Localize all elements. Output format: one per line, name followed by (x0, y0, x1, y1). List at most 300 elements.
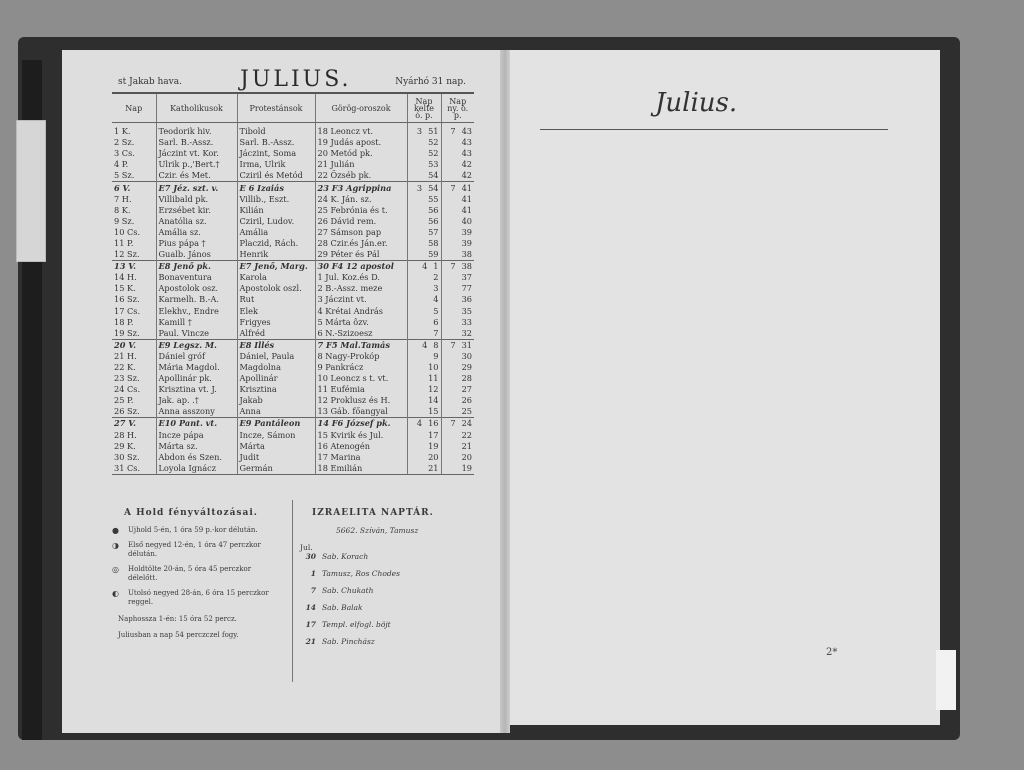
day-cell: 16 Sz. (112, 294, 156, 305)
sunrise-cell (407, 339, 441, 351)
sunrise-minute: 5 (433, 305, 439, 316)
col-header: Katholikusok (156, 93, 237, 123)
sunrise-minute: 59 (428, 249, 439, 260)
calendar-row (112, 294, 474, 305)
sunset-cell (441, 430, 474, 441)
day-cell: 25 P. (112, 395, 156, 406)
calendar-row (112, 238, 474, 249)
sunset-minute: 39 (461, 226, 472, 237)
page-edge (936, 650, 956, 710)
sunrise-cell (407, 395, 441, 406)
sunrise-minute: 52 (428, 148, 439, 159)
sunrise-cell (407, 373, 441, 384)
israel-entry (300, 569, 470, 578)
calendar-row (112, 170, 474, 182)
sunset-cell (441, 249, 474, 261)
orthodox-cell: 3 Jáczint vt. (315, 294, 407, 305)
sunrise-minute: 52 (428, 137, 439, 148)
sunrise-minute: 11 (428, 373, 439, 384)
moon-phase-text: Ujhold 5-én, 1 óra 59 p.-kor délután. (128, 526, 258, 534)
protestant-cell: Márta (237, 441, 315, 452)
sunset-minute: 42 (461, 159, 472, 170)
israel-title: IZRAELITA NAPTÁR. (312, 508, 434, 518)
day-cell: 30 Sz. (112, 452, 156, 463)
catholic-cell: Krisztina vt. J. (156, 384, 237, 395)
moon-phase-item (112, 565, 290, 583)
israel-entry (300, 603, 470, 612)
israel-entry (300, 620, 470, 629)
israel-text: Sab. Balak (322, 603, 363, 612)
catholic-cell: E7 Jéz. szt. v. (156, 182, 237, 194)
calendar-row (112, 272, 474, 283)
sunset-hour: 7 (450, 126, 456, 137)
sunrise-cell (407, 328, 441, 340)
calendar-row (112, 362, 474, 373)
israel-text: Sab. Korach (322, 552, 369, 561)
day-cell: 5 Sz. (112, 170, 156, 182)
sunset-minute: 39 (461, 237, 472, 248)
protestant-cell: Jakab (237, 395, 315, 406)
protestant-cell: Cziril és Metód (237, 170, 315, 182)
orthodox-cell: 17 Marina (315, 452, 407, 463)
moon-phase-item (112, 541, 290, 559)
sunrise-minute: 56 (428, 204, 439, 215)
orthodox-cell: 21 Julián (315, 159, 407, 170)
sunrise-cell (407, 406, 441, 418)
catholic-cell: Márta sz. (156, 441, 237, 452)
israel-text: Templ. elfogl. böjt (322, 620, 391, 629)
orthodox-cell: 6 N.-Szizoesz (315, 328, 407, 340)
sunset-minute: 38 (461, 261, 472, 272)
sunrise-cell (407, 216, 441, 227)
sunrise-hour: 4 (416, 418, 423, 429)
protestant-cell: Cziril, Ludov. (237, 216, 315, 227)
day-cell: 6 V. (112, 182, 156, 194)
sunset-cell (441, 194, 474, 205)
israel-day: 21 (305, 637, 316, 646)
calendar-row (112, 351, 474, 362)
page-title: JULIUS. (240, 67, 352, 92)
sunrise-cell (407, 272, 441, 283)
col-header: Görög-oroszok (315, 93, 407, 123)
sunset-minute: 33 (461, 316, 472, 327)
calendar-row (112, 373, 474, 384)
sunrise-minute: 57 (428, 226, 439, 237)
sunrise-cell (407, 182, 441, 194)
catholic-cell: Apostolok osz. (156, 283, 237, 294)
calendar-row (112, 395, 474, 406)
sunset-minute: 41 (461, 193, 472, 204)
sunrise-cell (407, 351, 441, 362)
sunrise-minute: 58 (428, 237, 439, 248)
sunset-cell (441, 339, 474, 351)
orthodox-cell: 28 Czir.és Ján.er. (315, 238, 407, 249)
protestant-cell: Krisztina (237, 384, 315, 395)
sunset-cell (441, 170, 474, 182)
sunrise-cell (407, 238, 441, 249)
sunset-cell (441, 395, 474, 406)
sunrise-minute: 8 (433, 339, 439, 350)
protestant-cell: Irma, Ulrik (237, 159, 315, 170)
right-page (506, 50, 940, 725)
sunset-minute: 38 (461, 249, 472, 260)
sunset-minute: 27 (461, 384, 472, 395)
sunrise-cell (407, 194, 441, 205)
day-cell: 7 H. (112, 194, 156, 205)
protestant-cell: Placzid, Rách. (237, 238, 315, 249)
protestant-cell: Apollinár (237, 373, 315, 384)
catholic-cell: Jak. ap. .† (156, 395, 237, 406)
sunrise-minute: 12 (428, 384, 439, 395)
sunrise-hour: 3 (416, 182, 423, 193)
orthodox-cell: 16 Atenogén (315, 441, 407, 452)
orthodox-cell: 8 Nagy-Prokóp (315, 351, 407, 362)
orthodox-cell: 9 Pankrácz (315, 362, 407, 373)
sunrise-cell (407, 362, 441, 373)
sunset-minute: 26 (461, 395, 472, 406)
page-gutter (500, 50, 510, 733)
col-header: Protestánsok (237, 93, 315, 123)
day-cell: 29 K. (112, 441, 156, 452)
orthodox-cell: 29 Péter és Pál (315, 249, 407, 261)
sunrise-minute: 1 (433, 261, 439, 272)
sunset-cell (441, 441, 474, 452)
sunset-cell (441, 406, 474, 418)
sunrise-minute: 20 (428, 451, 439, 462)
day-cell: 8 K. (112, 205, 156, 216)
israel-text: Sab. Pinchász (322, 637, 375, 646)
sunrise-cell (407, 170, 441, 182)
protestant-cell: Elek (237, 306, 315, 317)
sunrise-hour: 4 (422, 339, 428, 350)
orthodox-cell: 18 Leoncz vt. (315, 123, 407, 138)
sunset-minute: 19 (461, 462, 472, 473)
sunset-minute: 35 (461, 305, 472, 316)
sunset-cell (441, 294, 474, 305)
israel-day: 1 (310, 569, 316, 578)
sunset-minute: 28 (461, 373, 472, 384)
sunrise-minute: 14 (428, 395, 439, 406)
sunrise-cell (407, 317, 441, 328)
day-cell: 23 Sz. (112, 373, 156, 384)
day-cell: 14 H. (112, 272, 156, 283)
sunset-minute: 41 (461, 182, 472, 193)
day-cell: 1 K. (112, 123, 156, 138)
day-cell: 13 V. (112, 261, 156, 273)
sunset-minute: 37 (461, 272, 472, 283)
sunrise-hour: 3 (416, 126, 423, 137)
catholic-cell: Elekhv., Endre (156, 306, 237, 317)
calendar-header-row (112, 93, 474, 123)
sunrise-minute: 53 (428, 159, 439, 170)
calendar-row (112, 441, 474, 452)
catholic-cell: Czir. és Met. (156, 170, 237, 182)
sunset-cell (441, 351, 474, 362)
calendar-row (112, 261, 474, 273)
catholic-cell: Bonaventura (156, 272, 237, 283)
catholic-cell: Paul. Vincze (156, 328, 237, 340)
last-quarter-icon: ◐ (112, 589, 119, 598)
calendar-row (112, 216, 474, 227)
orthodox-cell: 19 Judás apost. (315, 137, 407, 148)
sunset-cell (441, 373, 474, 384)
day-cell: 28 H. (112, 430, 156, 441)
orthodox-cell: 4 Krétai András (315, 306, 407, 317)
day-shrink-note: Juliusban a nap 54 perczczel fogy. (118, 631, 239, 639)
israelite-calendar-section (300, 508, 470, 654)
day-cell: 12 Sz. (112, 249, 156, 261)
sunset-cell (441, 216, 474, 227)
sunset-minute: 43 (461, 137, 472, 148)
new-moon-icon: ● (112, 526, 119, 535)
sunrise-cell (407, 205, 441, 216)
day-cell: 18 P. (112, 317, 156, 328)
sunset-minute: 30 (461, 350, 472, 361)
day-cell: 22 K. (112, 362, 156, 373)
calendar-row (112, 205, 474, 216)
sunset-cell (441, 306, 474, 317)
sunrise-minute: 7 (433, 327, 439, 338)
orthodox-cell: 15 Kvirik és Jul. (315, 430, 407, 441)
sunset-cell (441, 182, 474, 194)
sunset-minute: 21 (461, 440, 472, 451)
heading-rule (540, 129, 888, 130)
calendar-row (112, 123, 474, 138)
day-cell: 17 Cs. (112, 306, 156, 317)
catholic-cell: Teodorik hiv. (156, 123, 237, 138)
protestant-cell: Dániel, Paula (237, 351, 315, 362)
catholic-cell: Loyola Ignácz (156, 463, 237, 475)
sunset-minute: 20 (461, 451, 472, 462)
calendar-row (112, 418, 474, 430)
calendar-body (112, 123, 474, 475)
calendar-row (112, 384, 474, 395)
orthodox-cell: 26 Dávid rem. (315, 216, 407, 227)
calendar-table (112, 92, 474, 475)
day-cell: 4 P. (112, 159, 156, 170)
calendar-row (112, 159, 474, 170)
orthodox-cell: 1 Jul. Koz.és D. (315, 272, 407, 283)
sunset-minute: 42 (461, 170, 472, 181)
sunrise-cell (407, 123, 441, 138)
catholic-cell: Apollinár pk. (156, 373, 237, 384)
orthodox-cell: 20 Metód pk. (315, 148, 407, 159)
sunrise-cell (407, 227, 441, 238)
israel-day: 17 (305, 620, 316, 629)
sunset-cell (441, 452, 474, 463)
sunset-cell (441, 463, 474, 475)
sunset-cell (441, 272, 474, 283)
protestant-cell: Amália (237, 227, 315, 238)
sunset-cell (441, 328, 474, 340)
calendar-header (112, 67, 472, 92)
sunrise-minute: 21 (428, 462, 439, 473)
day-length-note: Naphossza 1-én: 15 óra 52 percz. (118, 615, 237, 623)
sunset-cell (441, 123, 474, 138)
sunrise-cell (407, 249, 441, 261)
sunrise-cell (407, 137, 441, 148)
sunrise-cell (407, 430, 441, 441)
orthodox-cell: 7 F5 Mal.Tamás (315, 339, 407, 351)
day-cell: 31 Cs. (112, 463, 156, 475)
sunrise-hour: 4 (422, 261, 428, 272)
sunset-cell (441, 137, 474, 148)
sunrise-cell (407, 306, 441, 317)
index-tab[interactable] (16, 120, 46, 262)
protestant-cell: Villib., Eszt. (237, 194, 315, 205)
sunrise-minute: 15 (428, 406, 439, 417)
catholic-cell: Ulrik p.,'Bert.† (156, 159, 237, 170)
sunset-minute: 25 (461, 406, 472, 417)
protestant-cell: Apostolok oszl. (237, 283, 315, 294)
day-cell: 3 Cs. (112, 148, 156, 159)
orthodox-cell: 14 F6 József pk. (315, 418, 407, 430)
sunrise-minute: 9 (433, 350, 439, 361)
calendar-row (112, 463, 474, 475)
orthodox-cell: 22 Özséb pk. (315, 170, 407, 182)
sunset-minute: 77 (461, 283, 472, 294)
israel-text: Sab. Chukath (322, 586, 374, 595)
catholic-cell: E10 Pant. vt. (156, 418, 237, 430)
col-header: Nap (112, 93, 156, 123)
orthodox-cell: 30 F4 12 apostol (315, 261, 407, 273)
sunset-minute: 36 (461, 294, 472, 305)
orthodox-cell: 23 F3 Agrippina (315, 182, 407, 194)
sunset-cell (441, 418, 474, 430)
day-cell: 19 Sz. (112, 328, 156, 340)
orthodox-cell: 12 Proklusz és H. (315, 395, 407, 406)
day-cell: 11 P. (112, 238, 156, 249)
protestant-cell: Sarl. B.-Assz. (237, 137, 315, 148)
full-moon-icon: ◎ (112, 565, 119, 574)
israel-day: 30 (305, 552, 316, 561)
protestant-cell: Incze, Sámon (237, 430, 315, 441)
protestant-cell: Rut (237, 294, 315, 305)
sunrise-cell (407, 452, 441, 463)
calendar-row (112, 227, 474, 238)
orthodox-cell: 25 Febrónia és t. (315, 205, 407, 216)
sunset-hour: 7 (450, 261, 456, 272)
orthodox-cell: 11 Eufémia (315, 384, 407, 395)
sunset-hour: 7 (450, 339, 456, 350)
protestant-cell: Judit (237, 452, 315, 463)
sunset-minute: 29 (461, 362, 472, 373)
sunset-hour: 7 (450, 182, 456, 193)
sunset-cell (441, 317, 474, 328)
sunset-cell (441, 148, 474, 159)
israel-text: Tamusz, Ros Chodes (322, 569, 400, 578)
sunset-hour: 7 (450, 418, 456, 429)
catholic-cell: Sarl. B.-Assz. (156, 137, 237, 148)
moon-title: A Hold fényváltozásai. (124, 508, 258, 518)
calendar-row (112, 249, 474, 261)
sunrise-minute: 51 (428, 126, 439, 137)
protestant-cell: Frigyes (237, 317, 315, 328)
page-number: 2* (826, 647, 838, 658)
sunrise-cell (407, 261, 441, 273)
sunset-cell (441, 384, 474, 395)
sunset-minute: 40 (461, 215, 472, 226)
sunrise-minute: 3 (433, 283, 439, 294)
calendar-row (112, 452, 474, 463)
israel-month: Jul. (300, 543, 313, 552)
calendar-row (112, 283, 474, 294)
sunrise-cell (407, 463, 441, 475)
sunset-minute: 24 (461, 418, 472, 429)
day-cell: 24 Cs. (112, 384, 156, 395)
orthodox-cell: 10 Leoncz s t. vt. (315, 373, 407, 384)
day-cell: 21 H. (112, 351, 156, 362)
sunrise-minute: 54 (428, 170, 439, 181)
catholic-cell: Erzsébet kir. (156, 205, 237, 216)
calendar-row (112, 317, 474, 328)
sunrise-minute: 2 (433, 272, 439, 283)
section-divider (292, 500, 293, 682)
catholic-cell: Anna asszony (156, 406, 237, 418)
protestant-cell: Kilián (237, 205, 315, 216)
sunset-cell (441, 227, 474, 238)
sunrise-minute: 19 (428, 440, 439, 451)
israel-day: 14 (305, 603, 316, 612)
sunrise-cell (407, 384, 441, 395)
orthodox-cell: 27 Sámson pap (315, 227, 407, 238)
sunrise-minute: 56 (428, 215, 439, 226)
sunrise-cell (407, 159, 441, 170)
calendar-row (112, 328, 474, 340)
sunrise-minute: 17 (428, 429, 439, 440)
sunset-cell (441, 159, 474, 170)
moon-phases-section (112, 508, 290, 639)
calendar-row (112, 406, 474, 418)
protestant-cell: E7 Jenő, Marg. (237, 261, 315, 273)
israel-year: 5662. Szíván, Tamusz (336, 526, 419, 535)
israel-entry (300, 552, 470, 561)
day-cell: 9 Sz. (112, 216, 156, 227)
sunrise-minute: 6 (433, 316, 439, 327)
sunset-cell (441, 362, 474, 373)
day-cell: 20 V. (112, 339, 156, 351)
orthodox-cell: 13 Gáb. főangyal (315, 406, 407, 418)
protestant-cell: Germán (237, 463, 315, 475)
sunset-minute: 43 (461, 148, 472, 159)
catholic-cell: Jáczint vt. Kor. (156, 148, 237, 159)
protestant-cell: Tibold (237, 123, 315, 138)
sunset-minute: 43 (461, 126, 472, 137)
day-cell: 26 Sz. (112, 406, 156, 418)
protestant-cell: Karola (237, 272, 315, 283)
sunrise-cell (407, 148, 441, 159)
catholic-cell: Pius pápa † (156, 238, 237, 249)
catholic-cell: Kamill † (156, 317, 237, 328)
moon-phase-text: Utolsó negyed 28-án, 6 óra 15 perczkor reggel. (128, 589, 269, 606)
catholic-cell: Dániel gróf (156, 351, 237, 362)
orthodox-cell: 24 K. Ján. sz. (315, 194, 407, 205)
header-right: Nyárhó 31 nap. (395, 77, 466, 87)
header-left: st Jakab hava. (118, 77, 182, 87)
day-cell: 10 Cs. (112, 227, 156, 238)
catholic-cell: E9 Legsz. M. (156, 339, 237, 351)
sunset-cell (441, 283, 474, 294)
calendar-row (112, 194, 474, 205)
first-quarter-icon: ◑ (112, 541, 119, 550)
sunset-minute: 41 (461, 204, 472, 215)
catholic-cell: Mária Magdol. (156, 362, 237, 373)
protestant-cell: E8 Illés (237, 339, 315, 351)
col-header: Nap ny. ó. p. (441, 93, 474, 123)
israel-day: 7 (310, 586, 316, 595)
israel-entry (300, 637, 470, 646)
catholic-cell: Anatólia sz. (156, 216, 237, 227)
